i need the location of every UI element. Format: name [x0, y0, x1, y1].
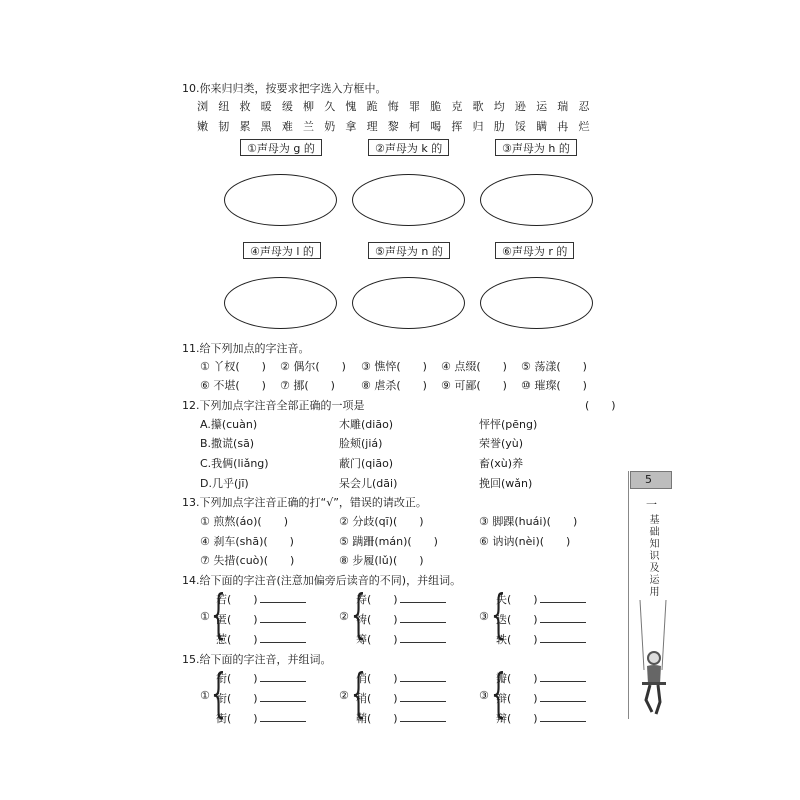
left-brace: {	[351, 664, 366, 724]
word-blank[interactable]	[260, 712, 306, 722]
q15-char-row: 辩( )	[496, 690, 586, 706]
choice-char[interactable]: 缓	[281, 100, 293, 113]
choice-char[interactable]: 烂	[578, 120, 590, 133]
choice-char[interactable]: 兰	[303, 120, 315, 133]
q14-char-row: 若( )	[216, 591, 306, 607]
choice-char[interactable]: 韧	[218, 120, 230, 133]
choice-char[interactable]: 肋	[493, 120, 505, 133]
label-box-k: ②声母为 k 的	[368, 139, 449, 156]
choice-char[interactable]: 忍	[578, 100, 590, 113]
q14-char-row: 失( )	[496, 591, 586, 607]
q14-group-number: ②	[339, 610, 349, 623]
q11-item[interactable]: ④ 点缀( )	[441, 360, 507, 373]
q15-char-row: 辩( )	[496, 710, 586, 726]
q12-title: 12.下列加点字注音全部正确的一项是	[182, 399, 365, 412]
choice-char[interactable]: 累	[239, 120, 251, 133]
choice-char[interactable]: 罪	[408, 100, 420, 113]
word-blank[interactable]	[540, 633, 586, 643]
q13-item[interactable]: ⑧ 步履(lǔ)( )	[339, 554, 424, 567]
q15-char-row: 衔( )	[216, 690, 306, 706]
word-blank[interactable]	[400, 593, 446, 603]
word-blank[interactable]	[540, 613, 586, 623]
choice-char[interactable]: 纽	[218, 100, 230, 113]
choice-char[interactable]: 悔	[387, 100, 399, 113]
label-box-l: ④声母为 l 的	[243, 242, 321, 259]
left-brace: {	[491, 664, 506, 724]
girl-on-swing-illustration	[630, 600, 680, 720]
q11-item[interactable]: ⑩ 璀璨( )	[521, 379, 587, 392]
word-blank[interactable]	[400, 712, 446, 722]
word-blank[interactable]	[260, 692, 306, 702]
q12-option: 挽回(wǎn)	[479, 477, 533, 490]
choice-char[interactable]: 运	[536, 100, 548, 113]
q14-char-row: 祷( )	[356, 611, 446, 627]
left-brace: {	[211, 664, 226, 724]
q10-title: 10.你来归归类，按要求把字选入方框中。	[182, 82, 387, 95]
section-number: 一	[646, 498, 657, 511]
label-box-h: ③声母为 h 的	[495, 139, 577, 156]
answer-oval-l[interactable]	[224, 277, 337, 329]
label-box-r: ⑥声母为 r 的	[495, 242, 574, 259]
q13-item[interactable]: ② 分歧(qī)( )	[339, 515, 424, 528]
q13-item[interactable]: ⑦ 失措(cuò)( )	[200, 554, 295, 567]
word-blank[interactable]	[540, 692, 586, 702]
word-blank[interactable]	[400, 692, 446, 702]
choice-char[interactable]: 馁	[514, 120, 526, 133]
choice-char[interactable]: 跪	[366, 100, 378, 113]
left-brace: {	[351, 585, 366, 645]
q15-char-row: 鞘( )	[356, 710, 446, 726]
label-box-n: ⑤声母为 n 的	[368, 242, 450, 259]
choice-char[interactable]: 黎	[387, 120, 399, 133]
word-blank[interactable]	[260, 633, 306, 643]
word-blank[interactable]	[260, 613, 306, 623]
label-box-g: ①声母为 g 的	[240, 139, 322, 156]
choice-char[interactable]: 逊	[514, 100, 526, 113]
choice-char[interactable]: 归	[472, 120, 484, 133]
q11-item[interactable]: ⑦ 挪( )	[280, 379, 335, 392]
q12-option: B.撒谎(sā)	[200, 437, 255, 450]
q14-char-row: 寿( )	[356, 591, 446, 607]
choice-char[interactable]: 浏	[197, 100, 209, 113]
q11-item[interactable]: ⑨ 可鄙( )	[441, 379, 507, 392]
q15-char-row: 衔( )	[216, 670, 306, 686]
choice-char[interactable]: 暖	[260, 100, 272, 113]
q14-char-row: 匿( )	[216, 611, 306, 627]
word-blank[interactable]	[400, 633, 446, 643]
q12-option: D.几乎(jī)	[200, 477, 249, 490]
choice-char[interactable]: 柯	[408, 120, 420, 133]
q15-char-row: 街( )	[216, 710, 306, 726]
page-number-box	[630, 471, 672, 489]
q14-char-row: 惹( )	[216, 631, 306, 647]
choice-char[interactable]: 喝	[430, 120, 442, 133]
q12-option: C.我俩(liǎng)	[200, 457, 269, 470]
q12-answer-blank[interactable]: ( )	[585, 399, 616, 412]
q11-item[interactable]: ⑥ 不堪( )	[200, 379, 266, 392]
choice-char[interactable]: 脆	[430, 100, 442, 113]
choice-char[interactable]: 救	[239, 100, 251, 113]
q13-item[interactable]: ⑤ 蹒跚(mán)( )	[339, 535, 438, 548]
section-title: 基础知识及运用	[647, 514, 658, 598]
q15-group-number: ①	[200, 689, 210, 702]
choice-char[interactable]: 冉	[557, 120, 569, 133]
q12-option: 怦怦(pēng)	[479, 418, 538, 431]
q14-char-row: 筹( )	[356, 631, 446, 647]
answer-oval-g[interactable]	[224, 174, 337, 226]
word-blank[interactable]	[260, 672, 306, 682]
choice-char[interactable]: 均	[493, 100, 505, 113]
choice-char[interactable]: 愧	[345, 100, 357, 113]
answer-oval-h[interactable]	[480, 174, 593, 226]
q15-char-row: 俏( )	[356, 670, 446, 686]
left-brace: {	[491, 585, 506, 645]
q10-char-row-2	[192, 118, 595, 134]
word-blank[interactable]	[260, 593, 306, 603]
choice-char[interactable]: 嫩	[197, 120, 209, 133]
q14-title: 14.给下面的字注音(注意加偏旁后读音的不同)，并组词。	[182, 574, 462, 587]
choice-char[interactable]: 挥	[451, 120, 463, 133]
q15-char-row: 瓣( )	[496, 670, 586, 686]
q10-char-row-1	[192, 98, 595, 114]
q13-item[interactable]: ④ 刹车(shā)( )	[200, 535, 294, 548]
q11-item[interactable]: ② 偶尔( )	[280, 360, 346, 373]
q11-item[interactable]: ⑧ 虐杀( )	[361, 379, 427, 392]
q11-item[interactable]: ① 丫杈( )	[200, 360, 266, 373]
q15-group-number: ③	[479, 689, 489, 702]
page-number: 5	[645, 473, 652, 486]
answer-oval-n[interactable]	[352, 277, 465, 329]
word-blank[interactable]	[400, 613, 446, 623]
word-blank[interactable]	[540, 712, 586, 722]
q14-group-number: ③	[479, 610, 489, 623]
choice-char[interactable]: 久	[324, 100, 336, 113]
q12-option: A.攥(cuàn)	[200, 418, 258, 431]
choice-char[interactable]: 克	[451, 100, 463, 113]
answer-oval-k[interactable]	[352, 174, 465, 226]
q15-title: 15.给下面的字注音，并组词。	[182, 653, 332, 666]
choice-char[interactable]: 瑞	[557, 100, 569, 113]
word-blank[interactable]	[540, 672, 586, 682]
q13-item[interactable]: ① 煎熬(áo)( )	[200, 515, 288, 528]
choice-char[interactable]: 理	[366, 120, 378, 133]
answer-oval-r[interactable]	[480, 277, 593, 329]
choice-char[interactable]: 歌	[472, 100, 484, 113]
q14-char-row: 轶( )	[496, 631, 586, 647]
choice-char[interactable]: 柳	[303, 100, 315, 113]
q11-item[interactable]: ③ 憔悴( )	[361, 360, 427, 373]
choice-char[interactable]: 拿	[345, 120, 357, 133]
choice-char[interactable]: 瞒	[536, 120, 548, 133]
word-blank[interactable]	[540, 593, 586, 603]
choice-char[interactable]: 奶	[324, 120, 336, 133]
word-blank[interactable]	[400, 672, 446, 682]
q12-option: 脸颊(jiá)	[339, 437, 383, 450]
q14-char-row: 迭( )	[496, 611, 586, 627]
q15-char-row: 稍( )	[356, 690, 446, 706]
choice-char[interactable]: 难	[281, 120, 293, 133]
q12-option: 木雕(diāo)	[339, 418, 394, 431]
q13-item[interactable]: ③ 脚踝(huái)( )	[479, 515, 578, 528]
q15-group-number: ②	[339, 689, 349, 702]
q11-title: 11.给下列加点的字注音。	[182, 342, 310, 355]
q13-item[interactable]: ⑥ 讷讷(nèi)( )	[479, 535, 571, 548]
q11-item[interactable]: ⑤ 荡漾( )	[521, 360, 587, 373]
left-brace: {	[211, 585, 226, 645]
q14-group-number: ①	[200, 610, 210, 623]
q12-option: 畜(xù)养	[479, 457, 524, 470]
q13-title: 13.下列加点字注音正确的打“√”，错误的请改正。	[182, 496, 427, 509]
q12-option: 荣誉(yù)	[479, 437, 524, 450]
q12-option: 蔽门(qiāo)	[339, 457, 394, 470]
choice-char[interactable]: 黑	[260, 120, 272, 133]
q12-option: 呆会儿(dāi)	[339, 477, 398, 490]
